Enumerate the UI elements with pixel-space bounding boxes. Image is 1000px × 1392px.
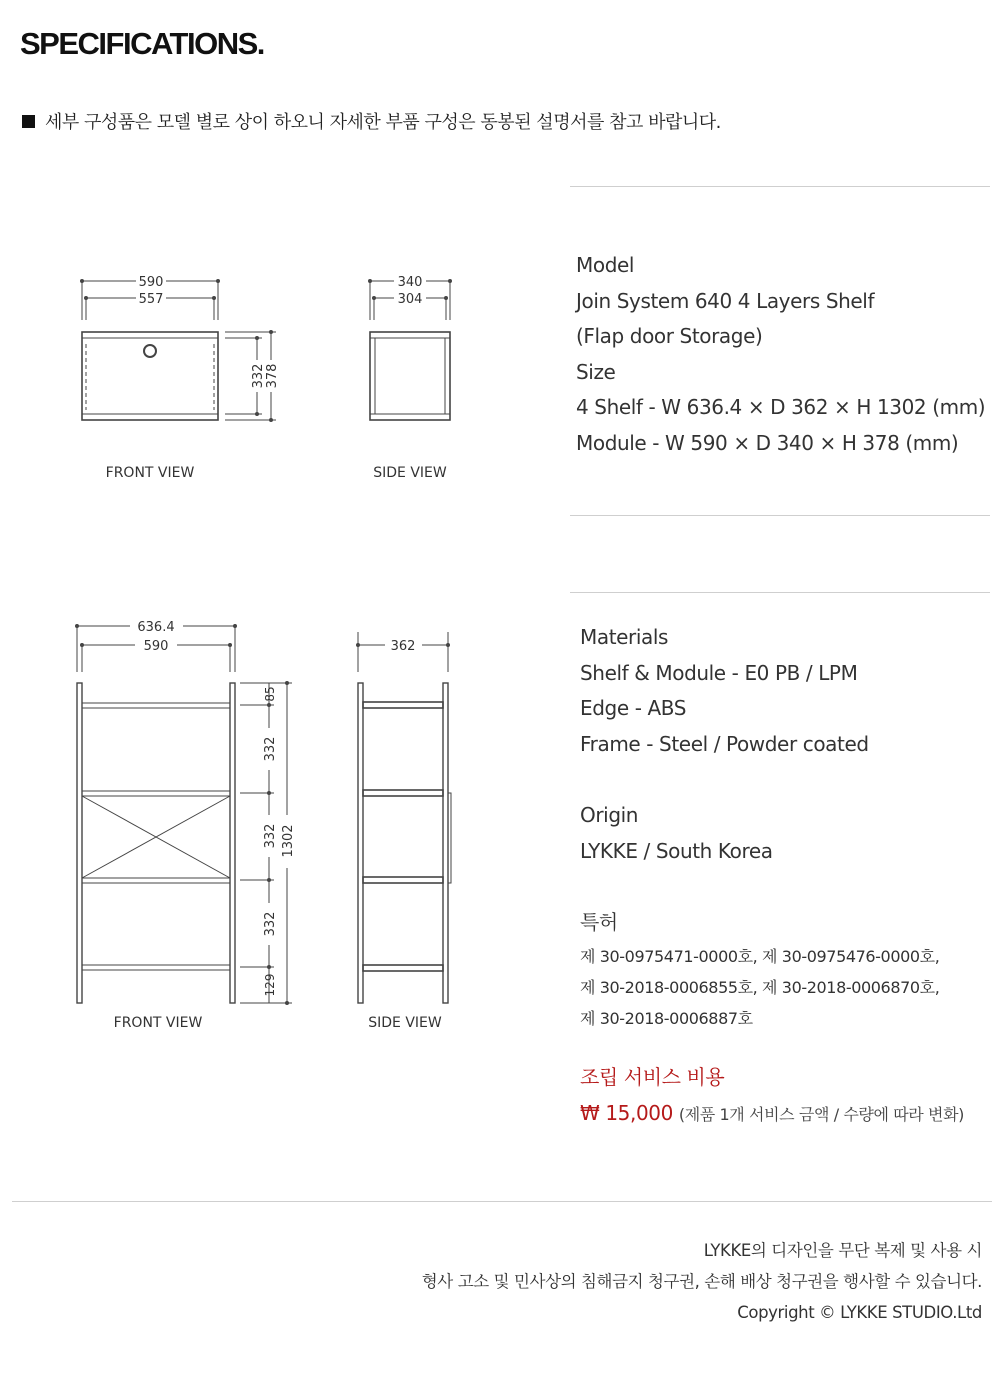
dim-bottom-gap: 129 <box>263 973 277 997</box>
notice-text: 세부 구성품은 모델 별로 상이 하오니 자세한 부품 구성은 동봉된 설명서를 참고 바랍니다. <box>45 112 721 133</box>
dim-front-inner-height: 332 <box>251 363 266 389</box>
dim-front-outer-width: 590 <box>138 275 164 290</box>
dim-level-height-3: 332 <box>263 911 278 937</box>
patent-specs <box>580 905 939 1034</box>
service-price: ₩ 15,000 <box>580 1100 673 1125</box>
dim-level-height-2: 332 <box>263 823 278 849</box>
model-variant: (Flap door Storage) <box>576 324 763 349</box>
footer <box>422 1235 982 1328</box>
materials-specs <box>580 620 869 762</box>
dim-side-depth: 362 <box>390 639 416 654</box>
module-drawings <box>0 260 560 500</box>
size-module: Module - W 590 × D 340 × H 378 (mm) <box>576 430 959 455</box>
patent-line: 제 30-0975471-0000호, 제 30-0975476-0000호, <box>580 946 940 966</box>
model-size-specs <box>576 248 985 462</box>
divider-3 <box>570 592 990 593</box>
service-heading: 조립 서비스 비용 <box>580 1065 725 1089</box>
materials-heading: Materials <box>580 625 669 649</box>
dim-side-inner-depth: 304 <box>397 292 423 307</box>
divider-2 <box>570 515 990 516</box>
patent-line: 제 30-2018-0006855호, 제 30-2018-0006870호, <box>580 977 940 997</box>
material-shelf: Shelf & Module - E0 PB / LPM <box>580 660 858 685</box>
module-front-view-label: FRONT VIEW <box>105 465 195 481</box>
size-shelf: 4 Shelf - W 636.4 × D 362 × H 1302 (mm) <box>576 395 986 420</box>
origin-heading: Origin <box>580 803 639 827</box>
shelf-drawings <box>0 610 560 1040</box>
dim-top-gap: 85 <box>263 686 277 702</box>
dim-module-width: 590 <box>143 639 169 654</box>
notice <box>22 108 721 134</box>
origin-specs <box>580 798 773 869</box>
service-price-row <box>580 1096 964 1132</box>
shelf-side-view-label: SIDE VIEW <box>368 1015 442 1031</box>
service-specs <box>580 1060 964 1131</box>
divider-1 <box>570 186 990 187</box>
footer-copyright: Copyright © LYKKE STUDIO.Ltd <box>737 1303 982 1322</box>
dim-front-outer-height: 378 <box>265 363 280 389</box>
size-heading: Size <box>576 359 616 384</box>
service-note: (제품 1개 서비스 금액 / 수량에 따라 변화) <box>678 1104 964 1124</box>
dim-front-inner-width: 557 <box>138 292 164 307</box>
material-frame: Frame - Steel / Powder coated <box>580 731 869 756</box>
footer-line-1: LYKKE의 디자인을 무단 복제 및 사용 시 <box>703 1241 982 1260</box>
dim-total-height: 1302 <box>281 824 296 858</box>
module-side-view-label: SIDE VIEW <box>373 465 447 481</box>
dim-level-height-1: 332 <box>263 736 278 762</box>
dim-side-outer-depth: 340 <box>397 275 423 290</box>
footer-line-2: 형사 고소 및 민사상의 침해금지 청구권, 손해 배상 청구권을 행사할 수 있습니다. <box>421 1272 982 1291</box>
patent-line: 제 30-2018-0006887호 <box>580 1008 753 1028</box>
origin-value: LYKKE / South Korea <box>580 838 773 863</box>
model-name: Join System 640 4 Layers Shelf <box>576 288 875 313</box>
divider-footer <box>12 1201 992 1202</box>
dim-total-width: 636.4 <box>137 620 175 635</box>
shelf-front-view-label: FRONT VIEW <box>113 1015 203 1031</box>
page-title: SPECIFICATIONS. <box>20 26 264 61</box>
model-heading: Model <box>576 253 635 277</box>
square-bullet-icon <box>22 115 35 128</box>
material-edge: Edge - ABS <box>580 696 687 721</box>
patent-heading: 특허 <box>580 910 618 934</box>
